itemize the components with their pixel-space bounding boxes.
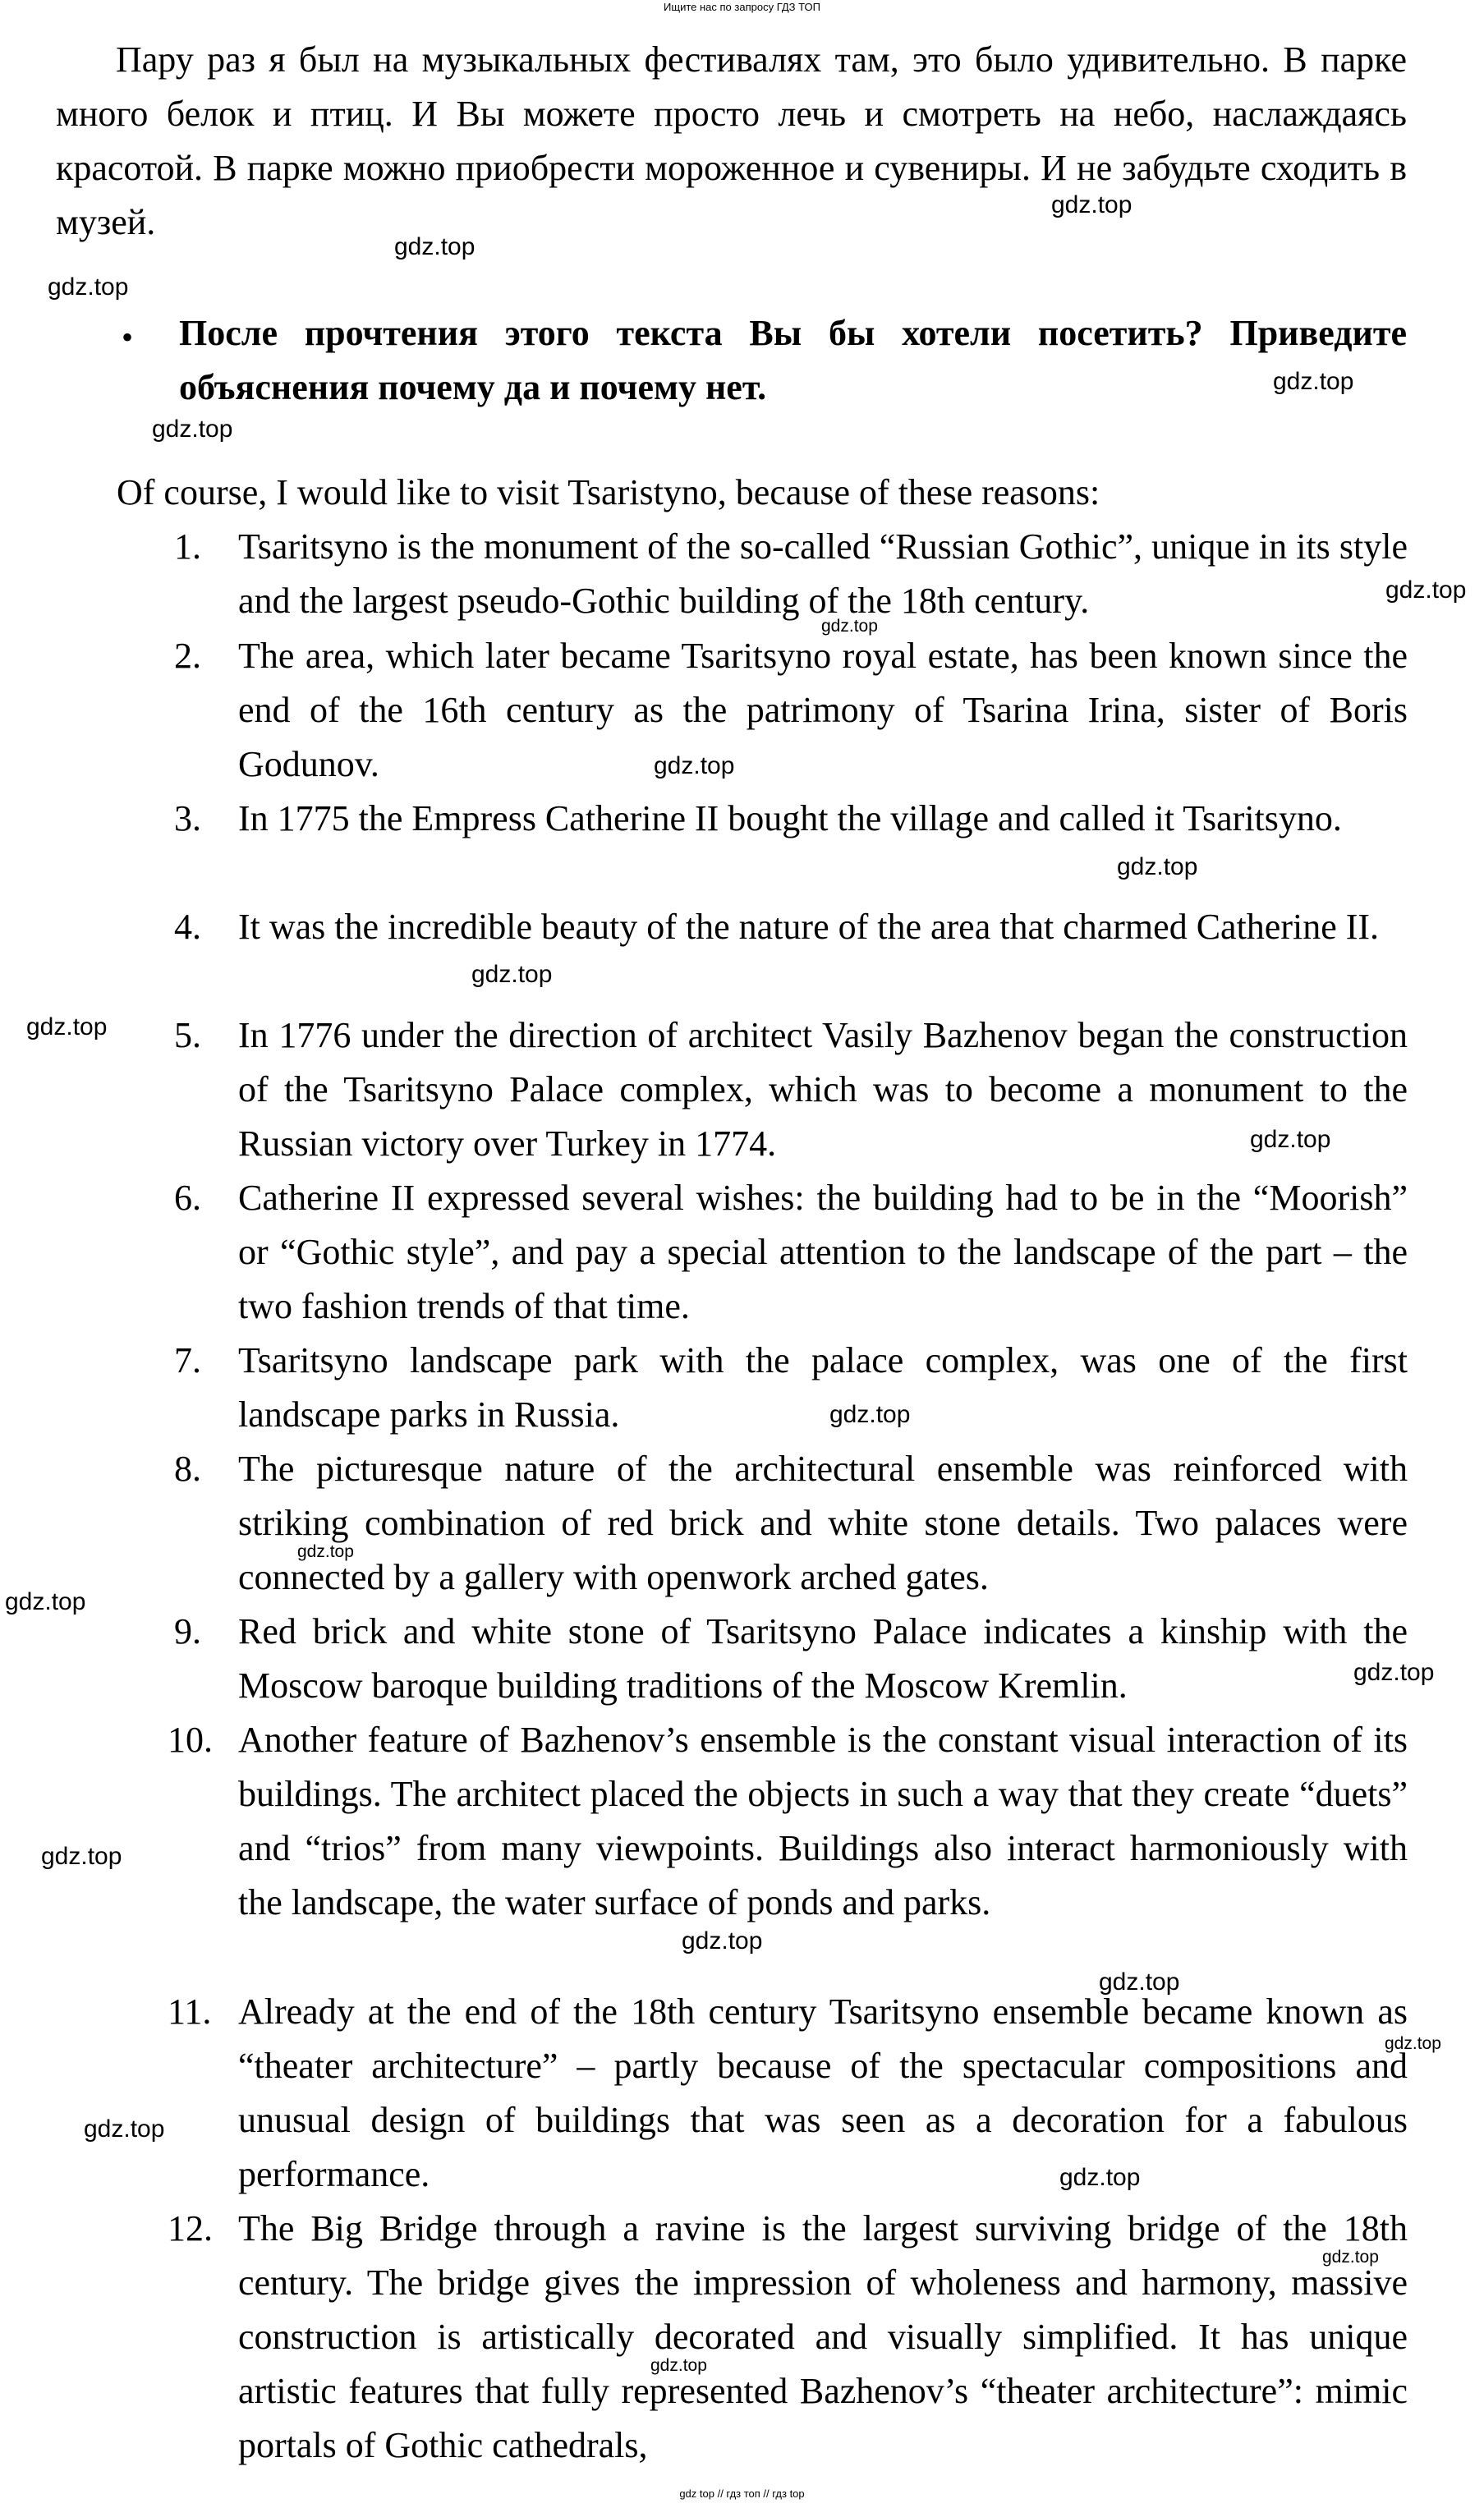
watermark: gdz.top [26, 1013, 108, 1040]
watermark: gdz.top [1051, 191, 1133, 218]
item-text: The picturesque nature of the architectural ensemble was reinforced with striking combination of red brick and white stone details. Two palaces were connected by a gallery with openwork arched gates. [238, 1449, 1408, 1597]
watermark: gdz.top [1099, 1968, 1180, 1996]
item-number: 10. [168, 1720, 213, 1760]
item-text: Tsaritsyno landscape park with the palace complex, was one of the first landscape parks in Russia. [238, 1340, 1408, 1435]
watermark: gdz.top [41, 1843, 122, 1870]
header-notice: Ищите нас по запросу ГДЗ ТОП [664, 1, 820, 13]
watermark: gdz.top [5, 1588, 86, 1615]
watermark: gdz.top [152, 416, 233, 443]
footer-text: gdz top // гдз топ // гдз top [679, 2487, 805, 2500]
item-number: 3. [174, 798, 201, 838]
item-number: 1. [174, 526, 201, 567]
item-number: 12. [168, 2208, 213, 2248]
item-text: In 1776 under the direction of architect Vasily Bazhenov began the construction of the Tsaritsyno Palace complex, which was to become a monument to the Russian victory over Turkey in 1774. [238, 1015, 1408, 1164]
item-text: Tsaritsyno is the monument of the so-called “Russian Gothic”, unique in its style and the largest pseudo-Gothic building of the 18th century. [238, 526, 1408, 621]
answer-intro: Of course, I would like to visit Tsaristyno, because of these reasons: [117, 472, 1100, 512]
item-number: 7. [174, 1340, 201, 1380]
watermark: gdz.top [1353, 1659, 1435, 1686]
watermark: gdz.top [1385, 576, 1467, 604]
watermark: gdz.top [1322, 2248, 1379, 2267]
watermark: gdz.top [1250, 1126, 1331, 1153]
item-number: 6. [174, 1178, 201, 1218]
item-text: In 1775 the Empress Catherine II bought the village and called it Tsaritsyno. [238, 798, 1342, 838]
item-text: Catherine II expressed several wishes: the building had to be in the “Moorish” or “Gothic style”, and pay a special attention to the landscape of the part – the two fashion trends of that time. [238, 1178, 1408, 1326]
watermark: gdz.top [682, 1927, 763, 1954]
question-text: После прочтения этого текста Вы бы хотели посетить? Приведите объяснения почему да и почему нет. [179, 313, 1407, 407]
watermark: gdz.top [654, 752, 735, 779]
watermark: gdz.top [829, 1401, 911, 1428]
watermark: gdz.top [1059, 2164, 1141, 2191]
item-number: 2. [174, 636, 201, 676]
item-text: Red brick and white stone of Tsaritsyno Palace indicates a kinship with the Moscow baroque building traditions of the Moscow Kremlin. [238, 1611, 1408, 1706]
question-bullet: • [122, 319, 134, 356]
watermark: gdz.top [394, 233, 476, 260]
item-number: 4. [174, 907, 201, 947]
watermark: gdz.top [1117, 853, 1198, 880]
item-text: The area, which later became Tsaritsyno royal estate, has been known since the end of the 16th century as the patrimony of Tsarina Irina, sister of Boris Godunov. [238, 636, 1408, 784]
watermark: gdz.top [1385, 2034, 1441, 2053]
watermark: gdz.top [1273, 368, 1354, 395]
watermark: gdz.top [297, 1542, 354, 1561]
watermark: gdz.top [48, 273, 129, 301]
watermark: gdz.top [650, 2356, 707, 2375]
watermark: gdz.top [471, 961, 553, 988]
item-text: It was the incredible beauty of the nature of the area that charmed Catherine II. [238, 907, 1380, 947]
item-number: 11. [168, 1991, 212, 2032]
item-text: Already at the end of the 18th century Tsaritsyno ensemble became known as “theater architecture” – partly because of the spectacular compositions and unusual design of buildings that was seen as a decoration for a fabulous performance. [238, 1991, 1408, 2194]
item-number: 5. [174, 1015, 201, 1055]
watermark: gdz.top [84, 2115, 165, 2143]
intro-paragraph: Пару раз я был на музыкальных фестивалях там, это было удивительно. В парке много белок и птиц. И Вы можете просто лечь и смотреть на небо, наслаждаясь красотой. В парке можно приобрести мороженное и сувениры. И не забудьте сходить в музей. [56, 39, 1407, 242]
watermark: gdz.top [821, 617, 878, 636]
item-number: 9. [174, 1611, 201, 1651]
item-text: The Big Bridge through a ravine is the largest surviving bridge of the 18th century. The bridge gives the impression of wholeness and harmony, massive construction is artistically decorated and visually simplified. It has unique artistic features that fully represented Bazhenov’s “theater architecture”: mimic portals of Gothic cathedrals, [238, 2208, 1408, 2465]
item-text: Another feature of Bazhenov’s ensemble is the constant visual interaction of its buildings. The architect placed the objects in such a way that they create “duets” and “trios” from many viewpoints. Buildings also interact harmoniously with the landscape, the water surface of ponds and parks. [238, 1720, 1408, 1922]
item-number: 8. [174, 1449, 201, 1489]
